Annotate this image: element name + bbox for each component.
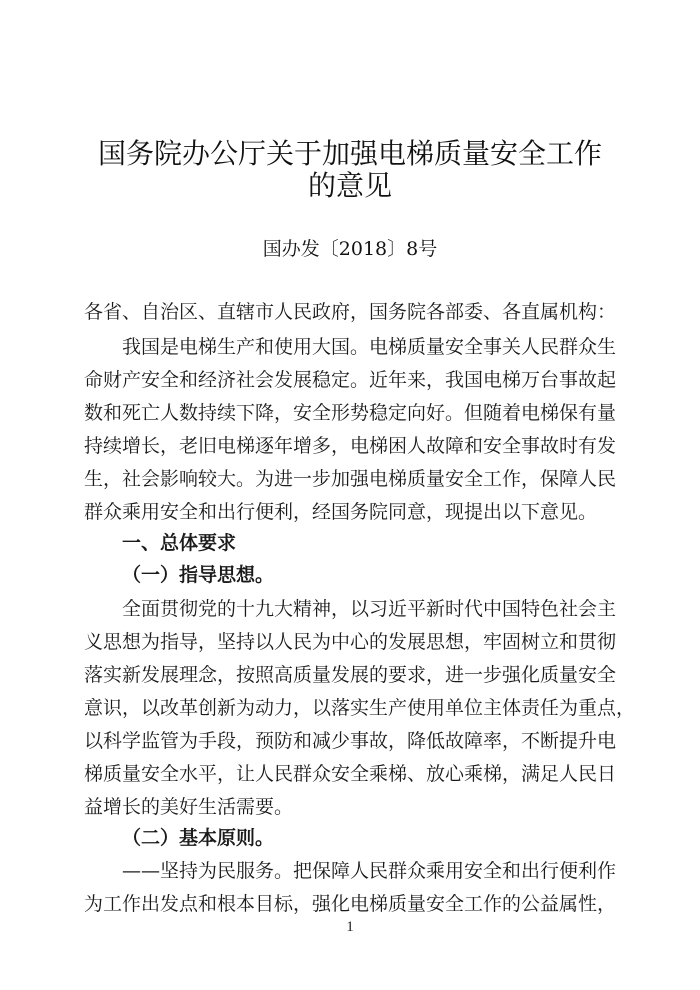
document-title-line-2: 的意见 <box>307 169 392 202</box>
intro-line: 我国是电梯生产和使用大国。电梯质量安全事关人民群众生 <box>122 336 617 358</box>
body-line: ——坚持为民服务。把保障人民群众乘用安全和出行便利作 <box>122 860 617 882</box>
subsection-heading: （二）基本原则。 <box>122 827 275 849</box>
body-line: 落实新发展理念，按照高质量发展的要求，进一步强化质量安全 <box>84 664 617 686</box>
document-number: 国办发〔2018〕8号 <box>262 238 438 260</box>
intro-line: 群众乘用安全和出行便利，经国务院同意，现提出以下意见。 <box>84 501 598 523</box>
subsection-heading: （一）指导思想。 <box>122 564 275 586</box>
document-title-line-1: 国务院办公厅关于加强电梯质量安全工作 <box>97 137 602 170</box>
section-heading: 一、总体要求 <box>122 532 237 554</box>
intro-line: 生，社会影响较大。为进一步加强电梯质量安全工作，保障人民 <box>84 468 617 490</box>
body-line: 梯质量安全水平，让人民群众安全乘梯、放心乘梯，满足人民日 <box>84 763 617 785</box>
intro-line: 持续增长，老旧电梯逐年增多，电梯困人故障和安全事故时有发 <box>84 435 617 457</box>
body-line: 益增长的美好生活需要。 <box>84 796 294 818</box>
body-line: 义思想为指导，坚持以人民为中心的发展思想，牢固树立和贯彻 <box>84 631 617 653</box>
intro-line: 命财产安全和经济社会发展稳定。近年来，我国电梯万台事故起 <box>84 369 617 391</box>
body-line: 全面贯彻党的十九大精神，以习近平新时代中国特色社会主 <box>122 598 617 620</box>
body-line: 意识，以改革创新为动力，以落实生产使用单位主体责任为重点， <box>84 697 636 719</box>
intro-line: 数和死亡人数持续下降，安全形势稳定向好。但随着电梯保有量 <box>84 402 617 424</box>
page-number: 1 <box>346 919 354 935</box>
addressee: 各省、自治区、直辖市人民政府，国务院各部委、各直属机构： <box>84 301 617 323</box>
body-line: 以科学监管为手段，预防和减少事故，降低故障率，不断提升电 <box>84 730 617 752</box>
body-line: 为工作出发点和根本目标，强化电梯质量安全工作的公益属性， <box>84 893 617 915</box>
